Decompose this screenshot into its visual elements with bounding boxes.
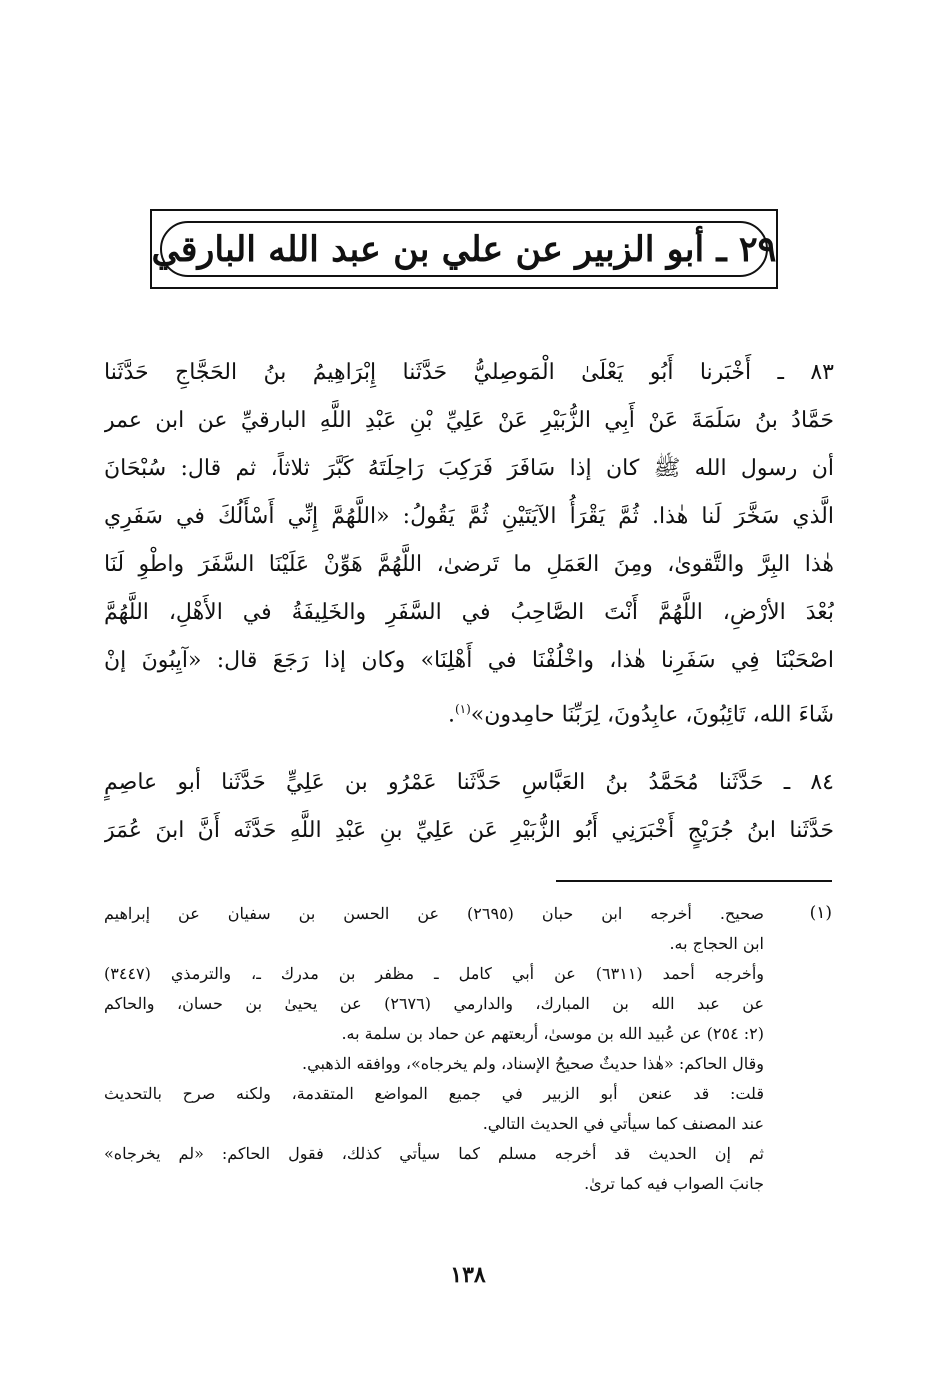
- hadith-83-line: بُعْدَ الأرْضِ، اللَّهُمَّ أَنْتَ الصَّاحِبُ في السَّفَرِ والخَلِيفَةُ في الأَهْلِ، اللَّهُمَّ: [104, 600, 834, 625]
- footnote-line: (٢: ٢٥٤) عن عُبيد الله بن موسىٰ، أربعتهم عن حماد بن سلمة به.: [341, 1024, 764, 1043]
- hadith-83-line: حَمَّادُ بنُ سَلَمَةَ عَنْ أَبِي الزُّبَيْرِ عَنْ عَلِيِّ بْنِ عَبْدِ اللَّهِ البارقيِّ عن ابن عمر: [104, 408, 834, 433]
- footnote-divider: [556, 880, 832, 882]
- footnote-line: عن عبد الله بن المبارك، والدارمي (٢٦٧٦) عن يحيىٰ بن حسان، والحاكم: [104, 994, 764, 1013]
- hadith-84: [104, 759, 834, 855]
- footnote-line: جانبَ الصواب فيه كما ترىٰ.: [584, 1174, 764, 1193]
- footnote-line: وأخرجه أحمد (٦٣١١) عن أبي كامل ـ مظفر بن مدرك ـ، والترمذي (٣٤٤٧): [104, 964, 764, 983]
- hadith-83-line: هٰذا البِرَّ والتَّقوىٰ، ومِنَ العَمَلِ ما تَرضىٰ، اللَّهُمَّ هَوِّنْ عَلَيْنَا السَّفَرَ واطْوِ لَنَا: [104, 552, 834, 577]
- hadith-83: [104, 349, 834, 733]
- hadith-83-line: شَاءَ الله، تَائِبُونَ، عابِدُونَ، لِرَبِّنَا حامِدون»: [470, 702, 834, 728]
- footnote-marker[interactable]: (١): [454, 702, 471, 716]
- footnote-line: وقال الحاكم: «هٰذا حديثٌ صحيحُ الإسناد، ولم يخرجاه»، ووافقه الذهبي.: [302, 1054, 764, 1073]
- footnote-line: ابن الحجاج به.: [669, 934, 764, 953]
- hadith-83-last-line: شَاءَ الله، تَائِبُونَ، عابِدُونَ، لِرَبِّنَا حامِدون»$^{(١)}$.: [447, 702, 834, 728]
- hadith-83-line: ٨٣ ـ أَخْبَرنا أَبُو يَعْلَىٰ الْمَوصِليُّ حَدَّثَنا إِبْرَاهِيمُ بنُ الحَجَّاجِ حَدَّثَنا: [104, 360, 834, 385]
- page-number: ١٣٨: [450, 1262, 486, 1288]
- footnote-line: عند المصنف كما سيأتي في الحديث التالي.: [482, 1114, 764, 1133]
- chapter-title: ٢٩ ـ أبو الزبير عن علي بن عبد الله البارقي: [151, 228, 777, 270]
- footnote-1: [104, 899, 764, 1199]
- hadith-83-line: الَّذي سَخَّرَ لَنا هٰذا. ثُمَّ يَقْرَأُ الآيَتَيْنِ ثُمَّ يَقُولُ: «اللَّهُمَّ إِنِّي أَسْأَلُكَ في سَفَرِي: [104, 504, 834, 529]
- footnote-line: صحيح. أخرجه ابن حبان (٢٦٩٥) عن الحسن بن سفيان عن إبراهيم: [104, 904, 764, 923]
- footnote-number: (١): [809, 903, 832, 923]
- hadith-84-line: حَدَّثَنا ابنُ جُرَيْجٍ أَخْبَرَنِي أَبُو الزُّبَيْرِ عَن عَلِيِّ بنِ عَبْدِ اللَّهِ حَدَّثَه أَنَّ ابنَ عُمَرَ: [104, 818, 834, 843]
- chapter-title-frame: [150, 209, 778, 289]
- footnote-line: ثم إن الحديث قد أخرجه مسلم كما سيأتي كذلك، فقول الحاكم: «لم يخرجاه»: [104, 1144, 764, 1163]
- footnote-line: قلت: قد عنعن أبو الزبير في جميع المواضع المتقدمة، ولكنه صرح بالتحديث: [104, 1084, 764, 1103]
- chapter-title-cartouche: [151, 221, 777, 277]
- hadith-84-line: ٨٤ ـ حَدَّثَنا مُحَمَّدُ بنُ العَبَّاسِ حَدَّثَنا عَمْرُو بن عَلِيٍّ حَدَّثَنا أبو عاصِمٍ: [104, 770, 834, 795]
- hadith-83-line: اصْحَبْنَا فِي سَفَرِنا هٰذا، واخْلُفْنَا في أَهْلِنَا» وكان إذا رَجَعَ قال: «آيِبُونَ إنْ: [104, 648, 834, 673]
- hadith-83-line: أن رسول الله ﷺ كان إذا سَافَرَ فَرَكِبَ رَاحِلَتَهُ كَبَّرَ ثلاثاً، ثم قال: سُبْحَانَ: [104, 456, 834, 481]
